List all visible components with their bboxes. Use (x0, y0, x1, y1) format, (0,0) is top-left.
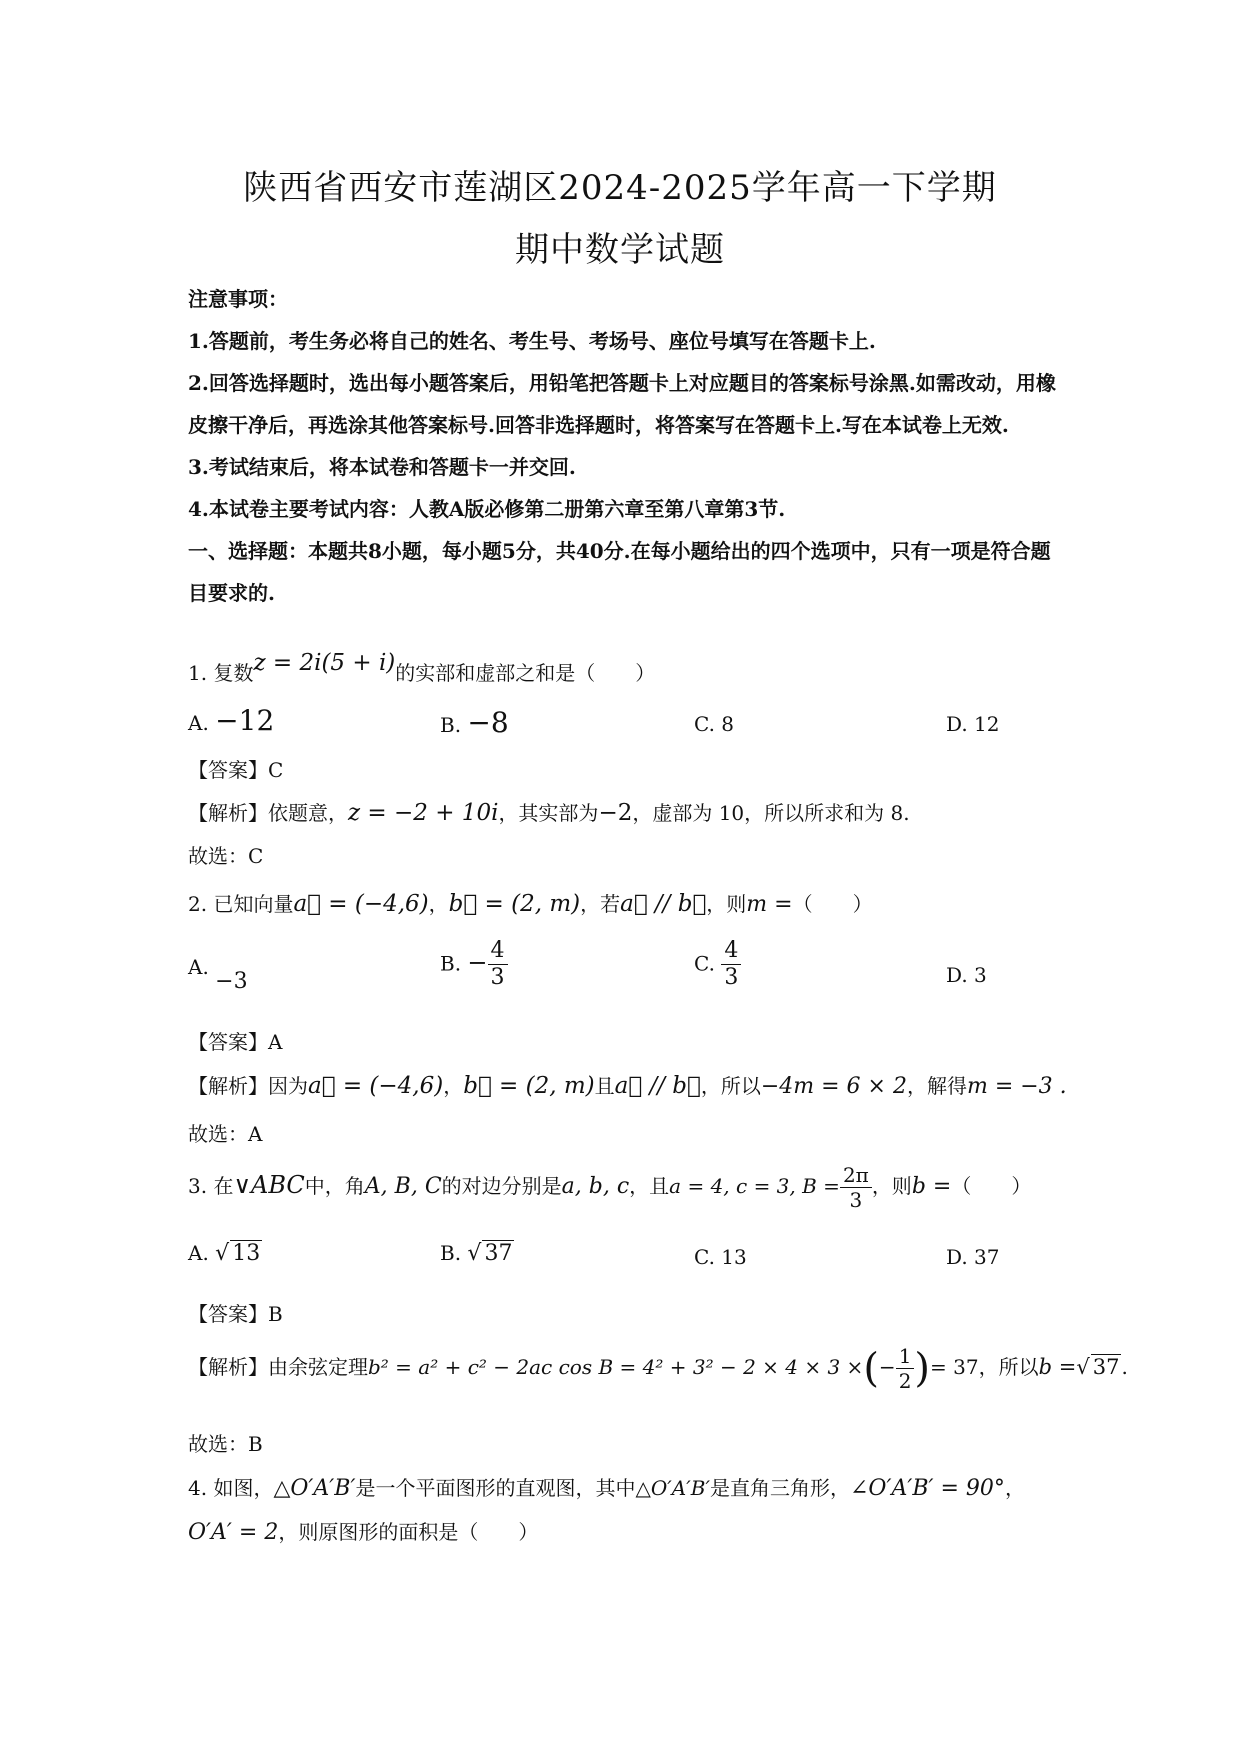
q3-option-d: D. 37 (946, 1245, 1000, 1269)
q1-option-b: B. −8 (440, 706, 509, 739)
q3-choice: 故选：B (188, 1432, 263, 1456)
q2-option-b: B. − $\frac{4}{3}$ (440, 938, 508, 992)
q1-choice: 故选：C (188, 844, 264, 868)
exam-subtitle: 期中数学试题 (515, 230, 725, 270)
q1-number: 1. 复数 (188, 661, 254, 685)
q2-analysis: 【解析】因为a⃗ = (−4,6)，b⃗ = (2, m)且a⃗ // b⃗，所以−4m = 6 × 2，解得m = −3 . (188, 1073, 1067, 1099)
q1-analysis: 【解析】依题意，z = −2 + 10i，其实部为−2，虚部为 10，所以所求和为 8. (188, 800, 910, 826)
q3-option-a: A. √ 13 (188, 1241, 261, 1266)
notice-item-1: 1.答题前，考生务必将自己的姓名、考生号、考场号、座位号填写在答题卡上. (188, 329, 876, 353)
q1-expression: z = 2i(5 + i) (253, 650, 396, 676)
question-3: 3. 在∨ABC中，角A, B, C的对边分别是a, b, c，且a = 4, c = 3, B = $\frac{2\pi}{3}$ ，则b =（ ） (188, 1163, 1032, 1212)
notice-item-4: 4.本试卷主要考试内容：人教A版必修第二册第六章至第八章第3节. (188, 497, 786, 521)
question-1 (188, 650, 656, 686)
notice-item-2: 2.回答选择题时，选出每小题答案后，用铅笔把答题卡上对应题目的答案标号涂黑.如需改动，用橡皮擦干净后，再选涂其他答案标号.回答非选择题时，将答案写在答题卡上.写在本试卷上无效. (188, 371, 1056, 437)
q2-option-a: A. −3 (188, 955, 248, 994)
exam-title: 陕西省西安市莲湖区2024-2025学年高一下学期 (243, 168, 997, 208)
notice-item-3: 3.考试结束后，将本试卷和答题卡一并交回. (188, 455, 576, 479)
question-2: 2. 已知向量a⃗ = (−4,6)，b⃗ = (2, m)，若a⃗ // b⃗，则m =（ ） (188, 891, 873, 917)
q2-choice: 故选：A (188, 1122, 263, 1146)
q1-option-c: C. 8 (694, 712, 735, 736)
notice-heading: 注意事项： (188, 287, 288, 311)
q1-answer: 【答案】C (188, 758, 284, 782)
q3-answer: 【答案】B (188, 1302, 283, 1326)
q2-option-d: D. 3 (946, 963, 987, 987)
notice-block (188, 278, 1068, 614)
q3-option-b: B. √ 37 (440, 1241, 513, 1266)
section-heading-choice: 一、选择题：本题共8小题，每小题5分，共40分.在每小题给出的四个选项中，只有一项是符合题目要求的. (188, 539, 1051, 605)
q3-option-c: C. 13 (694, 1245, 747, 1269)
q1-option-a: A. −12 (188, 704, 275, 737)
question-4: 4. 如图，△O′A′B′是一个平面图形的直观图，其中△O′A′B′是直角三角形，∠O′A′B′ = 90°， (188, 1476, 1025, 1501)
question-4-cont: O′A′ = 2，则原图形的面积是（ ） (188, 1520, 539, 1545)
q3-analysis: 【解析】由余弦定理b² = a² + c² − 2ac cos B = 4² + 3² − 2 × 4 × 3 ×(− $\frac{1}{2}$ )= 37，所以b =√ 37 . (188, 1344, 1128, 1393)
q1-option-d: D. 12 (946, 712, 1000, 736)
q2-option-c: C. $\frac{4}{3}$ (694, 938, 741, 992)
q1-stem: 的实部和虚部之和是（ ） (395, 661, 656, 685)
q2-answer: 【答案】A (188, 1030, 283, 1054)
